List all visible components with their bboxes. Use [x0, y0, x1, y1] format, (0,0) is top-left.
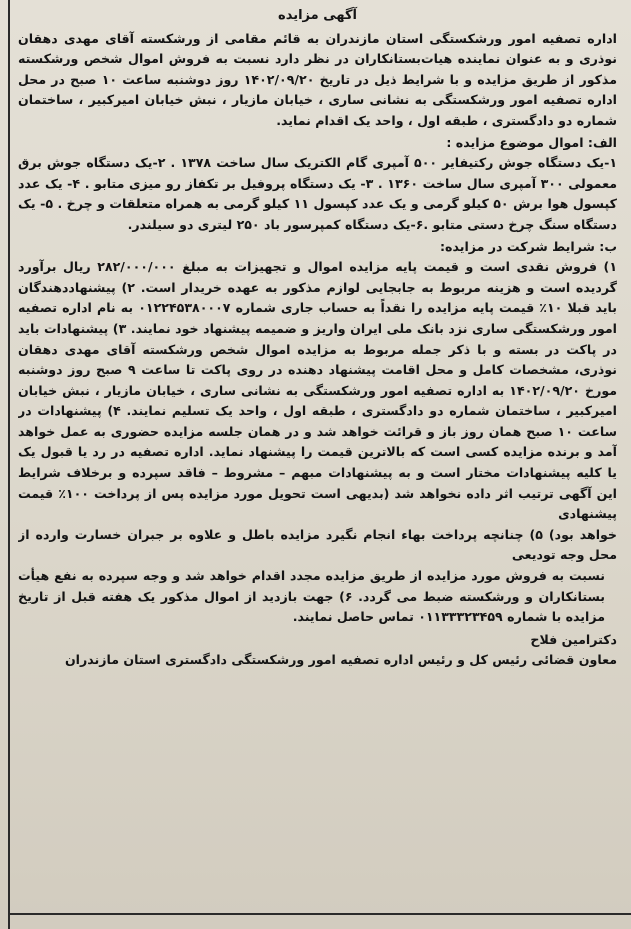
section-a-heading: الف: اموال موضوع مزایده : — [446, 134, 617, 150]
section-a-body: ۱-یک دستگاه جوش رکتیفایر ۵۰۰ آمپری گام الکتریک سال ساخت ۱۳۷۸ . ۲-یک دستگاه جوش برق معمولی ۳۰۰ آمپری سال ساخت ۱۳۶۰ . ۳- یک دستگاه پروفیل بر تکفاز رو میزی متابو . ۴- یک عدد کپسول هوا برش ۵۰ کیلو گرمی و یک عدد کپسول ۱۱ کیلو گرمی به همراه متعلقات و چرخ . ۵- یک دستگاه سنگ چرخ دستی متابو .۶-یک دستگاه کمپرسور باد ۲۵۰ لیتری دو سیلندر. — [18, 155, 617, 232]
notice-intro: اداره تصفیه امور ورشکستگی استان مازندران به قائم مقامی از ورشکسته آقای مهدی دهقان نوذری و به عنوان نماینده هیات‌بستانکاران در نظر دارد نسبت به فروش اموال شخص ورشکسته مذکور از طریق مزایده و با شرایط ذیل در تاریخ ۱۴۰۲/۰۹/۲۰ روز دوشنبه ساعت ۱۰ صبح در محل اداره تصفیه امور ورشکستگی به نشانی ساری ، خیابان مازیار ، نبش خیابان امیرکبیر ، ساختمان شماره دو دادگستری ، طبقه اول ، واحد یک اقدام نماید. — [18, 30, 617, 128]
notice-title: آگهی مزایده — [278, 8, 357, 23]
signer-title: معاون قضائی رئیس کل و رئیس اداره تصفیه امور ورشکستگی دادگستری استان مازندران — [64, 652, 617, 668]
section-b-body: ۱) فروش نقدی است و قیمت پایه مزایده اموال و تجهیزات به مبلغ ۲۸۲/۰۰۰/۰۰۰ ریال برآورد گردیده است و هزینه مربوط به جابجایی لوازم مذکور به عهده خریدار است. ۲) پیشنهاددهندگان باید قبلا ۱۰٪ قیمت پایه مزایده را نقداً به حساب جاری شماره ۰۱۲۲۴۵۳۸۰۰۰۷ به نام اداره تصفیه امور ورشکستگی ساری نزد بانک ملی ایران واریز و ضمیمه پیشنهاد خود نمایند. ۳) پیشنهادات باید در پاکت در بسته و با ذکر جمله مربوط به مزایده اموال شخص ورشکسته آقای مهدی دهقان نوذری، مشخصات کامل و محل اقامت پیشنهاد دهنده در روی پاکت تا ساعت ۹ صبح روز دوشنبه مورخ ۱۴۰۲/۰۹/۲۰ به اداره تصفیه امور ورشکستگی به نشانی ساری ، خیابان مازیار ، نبش خیابان امیرکبیر ، ساختمان شماره دو دادگستری ، طبقه اول ، واحد یک تسلیم نمایند. ۴) پیشنهادات در ساعت ۱۰ صبح همان روز باز و قرائت خواهد شد و در همان جلسه مزایده حضوری به عمل خواهد آمد و برنده مزایده کسی است که بالاترین قیمت را پیشنهاد نماید. اداره تصفیه در رد یا قبول یک یا کلیه پیشنهادات مختار است و به پیشنهادات مبهم – مشروط – فاقد سپرده و برخلاف شرایط این آگهی ترتیب اثر داده نخواهد شد (بدیهی است تحویل مورد مزایده پس از پرداخت ۱۰۰٪ قیمت پیشنهادی — [18, 259, 617, 522]
section-b-heading: ب: شرایط شرکت در مزایده: — [440, 238, 617, 254]
column-rule-bottom — [8, 913, 631, 915]
signer-name: دکترامین فلاح — [530, 631, 617, 647]
notice-body — [18, 6, 617, 909]
section-b-body-continued: خواهد بود) ۵) چنانچه پرداخت بهاء انجام نگیرد مزایده باطل و علاوه بر جبران خسارت وارده از محل وجه تودیعی — [18, 526, 617, 563]
section-b-body-final: نسبت به فروش مورد مزایده از طریق مزایده مجدد اقدام خواهد شد و وجه سپرده به نفع هیأت بستانکاران و ورشکسته ضبط می گردد. ۶) جهت بازدید از اموال مذکور یک هفته قبل از تاریخ مزایده با شماره ۰۱۱۳۳۳۲۳۴۵۹ تماس حاصل نمایند. — [18, 568, 606, 625]
column-rule-left — [8, 0, 10, 929]
